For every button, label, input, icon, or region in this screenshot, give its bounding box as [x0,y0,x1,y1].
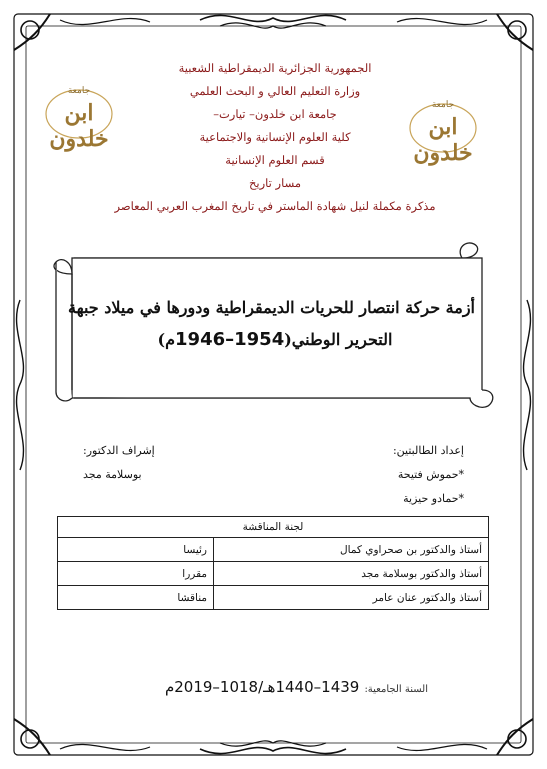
jury-member-name: أستاذ والدكتور بن صحراوي كمال [214,538,489,562]
table-row [58,538,489,562]
jury-member-name: أستاذ والدكتور عنان عامر [214,586,489,610]
students-label: إعداد الطالبتين: [392,444,464,457]
supervisor-name: بوسلامة مجد [83,468,142,481]
logo-small-text: جامعة [431,100,455,110]
jury-member-role: رئيسا [58,538,214,562]
thesis-description: مذكرة مكملة لنيل شهادة الماستر في تاريخ المغرب العربي المعاصر [114,199,436,213]
supervisor-label: إشراف الدكتور: [83,444,155,457]
faculty-line: كلية العلوم الإنسانية والاجتماعية [199,130,351,144]
jury-member-name: أستاذ والدكتور بوسلامة مجد [214,562,489,586]
department-line: قسم العلوم الإنسانية [225,153,325,167]
university-line: جامعة ابن خلدون– تيارت– [213,107,337,121]
table-row [58,586,489,610]
logo-main-text: ابن خلدون [49,100,109,152]
academic-year-label: السنة الجامعية: [364,684,428,695]
table-row [58,562,489,586]
institution-header [100,57,450,218]
title-years: 1946–1954 [175,329,285,350]
jury-title: لجنة المناقشة [58,517,489,538]
title-line-2 [75,324,475,356]
jury-table [57,516,489,610]
thesis-title [68,292,475,356]
academic-year-line [128,677,428,696]
title-line-1: أزمة حركة انتصار للحريات الديمقراطية ودورها في ميلاد جبهة [68,298,475,317]
title-line-2-prefix: التحرير الوطني( [284,330,393,349]
logo-small-text: جامعة [67,86,91,96]
jury-member-role: مقررا [58,562,214,586]
republic-line: الجمهورية الجزائرية الديمقراطية الشعبية [178,61,372,75]
ministry-line: وزارة التعليم العالي و البحث العلمي [189,84,361,98]
student-name: *حموش فتيحة [397,468,464,481]
logo-main-text: ابن خلدون [413,114,473,166]
title-line-2-suffix: م) [157,330,176,349]
jury-member-role: مناقشا [58,586,214,610]
student-name: *حمادو حيزية [403,492,464,505]
jury-header-row [58,517,489,538]
track-line: مسار تاريخ [248,176,301,190]
academic-year-value: 1439–1440هـ/1018–2019م [164,678,360,696]
